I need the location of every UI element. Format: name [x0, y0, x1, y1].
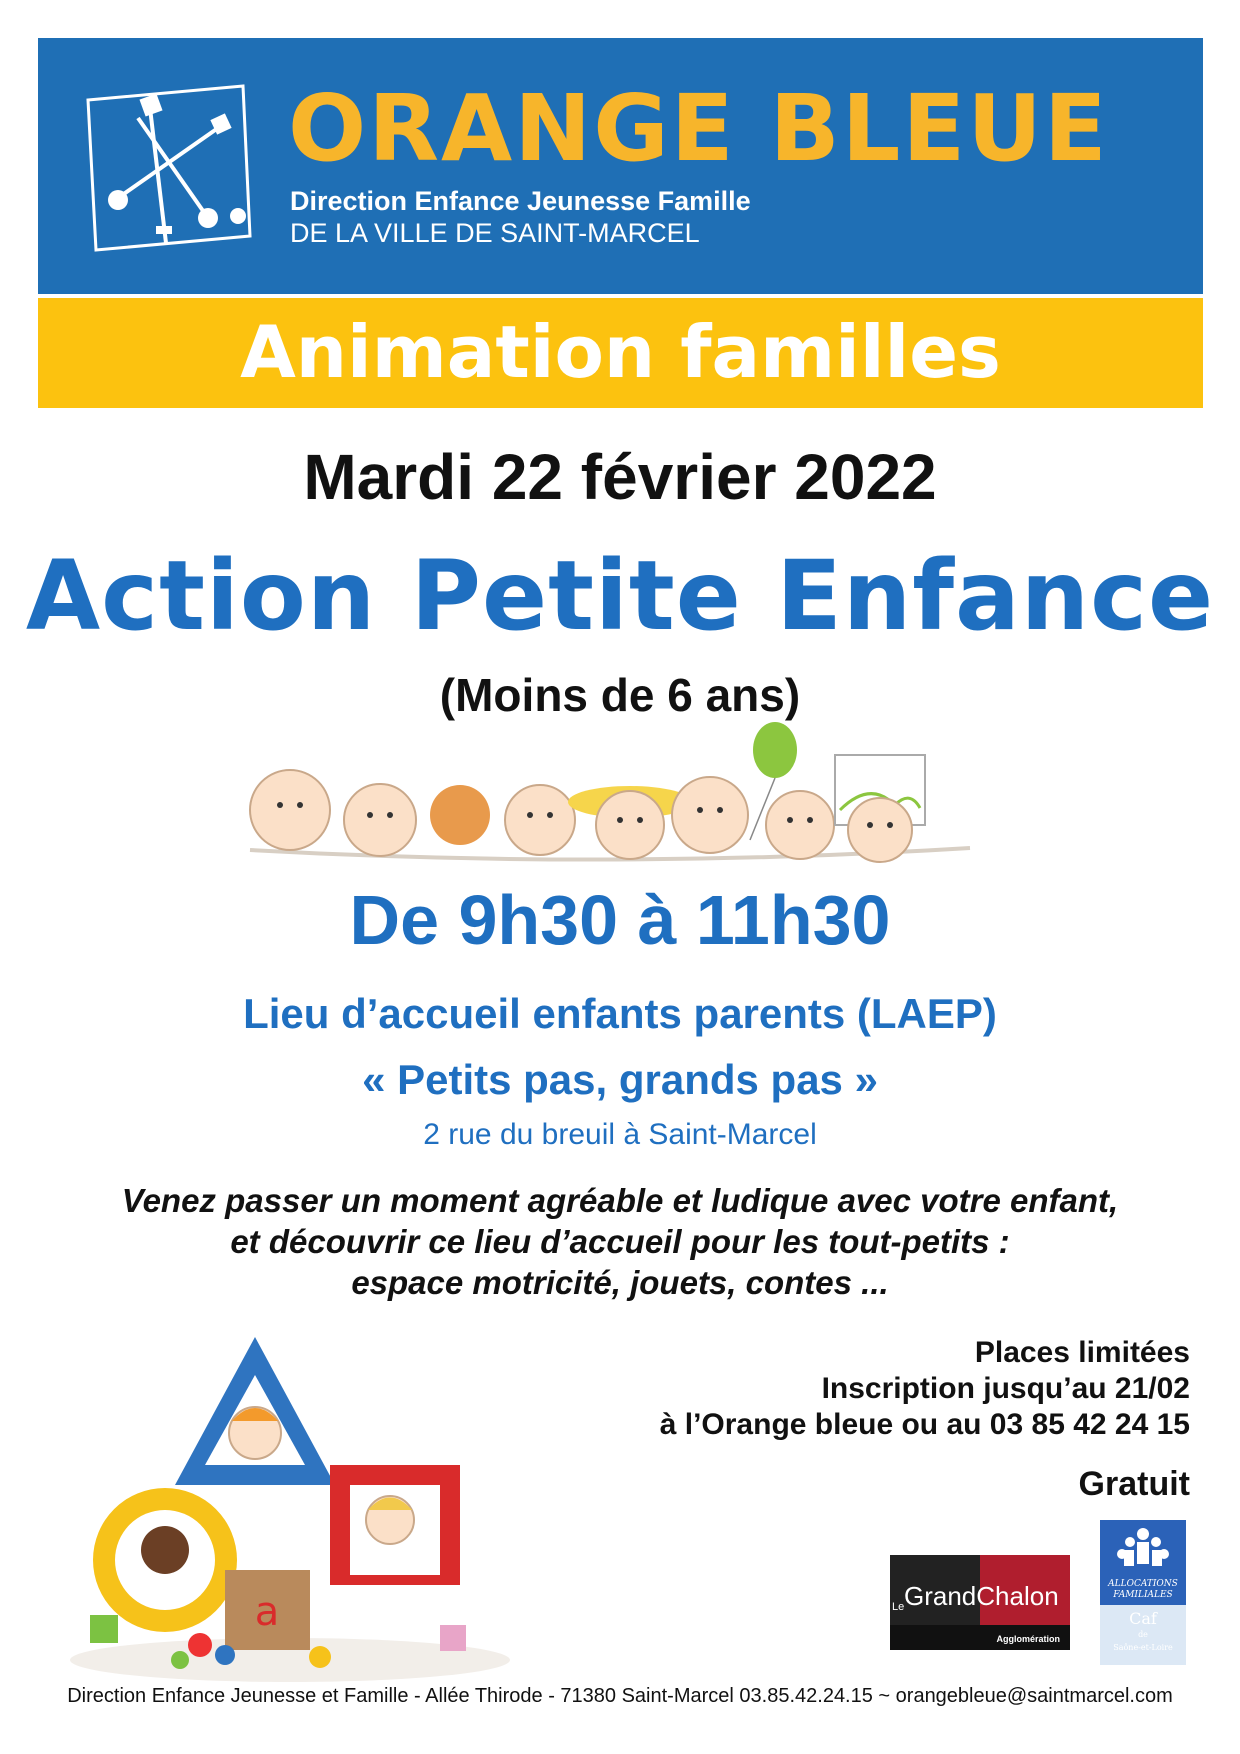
grandchalon-logo: [890, 1555, 1070, 1650]
caf-line1: ALLOCATIONS: [1108, 1579, 1178, 1589]
orange-bleue-logo: [78, 78, 258, 258]
info-block: [660, 1335, 1190, 1443]
svg-text:a: a: [254, 1589, 280, 1635]
event-title: Action Petite Enfance: [25, 540, 1215, 652]
description-line: espace motricité, jouets, contes ...: [351, 1264, 889, 1301]
header-band: [38, 38, 1203, 294]
gc-sub: Agglomération: [996, 1634, 1060, 1644]
gc-name: GrandChalon: [904, 1581, 1059, 1611]
places-limitees: Places limitées: [974, 1336, 1190, 1369]
caf-logo: [1100, 1520, 1186, 1665]
inscription-deadline: Inscription jusqu’au 21/02: [821, 1372, 1190, 1405]
gc-le: Le: [892, 1601, 905, 1613]
toys-illustration: [60, 1325, 520, 1685]
event-address: 2 rue du breuil à Saint-Marcel: [423, 1118, 817, 1151]
footer-contact: Direction Enfance Jeunesse et Famille - Allée Thirode - 71380 Saint-Marcel 03.85.42.24.15 ~ orangebleue@saintmarcel.com: [67, 1685, 1173, 1707]
children-illustration: [230, 720, 990, 870]
event-place: Lieu d’accueil enfants parents (LAEP): [243, 990, 997, 1037]
description-line: Venez passer un moment agréable et ludique avec votre enfant,: [121, 1182, 1119, 1219]
caf-line2: FAMILIALES: [1113, 1590, 1173, 1600]
event-date: Mardi 22 février 2022: [303, 441, 937, 513]
caf-name: Caf: [1129, 1609, 1157, 1628]
gratuit-label: Gratuit: [1078, 1465, 1190, 1503]
caf-de: de: [1138, 1630, 1148, 1639]
description-line: et découvrir ce lieu d’accueil pour les tout-petits :: [230, 1223, 1010, 1260]
brand-title: ORANGE BLEUE: [288, 75, 1109, 182]
event-age: (Moins de 6 ans): [439, 669, 801, 721]
event-description: [0, 1180, 1240, 1303]
event-place-name: « Petits pas, grands pas »: [362, 1056, 878, 1103]
brand-city: DE LA VILLE DE SAINT-MARCEL: [290, 218, 700, 248]
banner-text: Animation familles: [240, 310, 1001, 394]
caf-region: Saône-et-Loire: [1113, 1643, 1173, 1652]
inscription-contact: à l’Orange bleue ou au 03 85 42 24 15: [659, 1408, 1190, 1441]
event-time: De 9h30 à 11h30: [349, 881, 891, 959]
banner: [38, 298, 1203, 408]
brand-subtitle: Direction Enfance Jeunesse Famille: [290, 186, 751, 216]
